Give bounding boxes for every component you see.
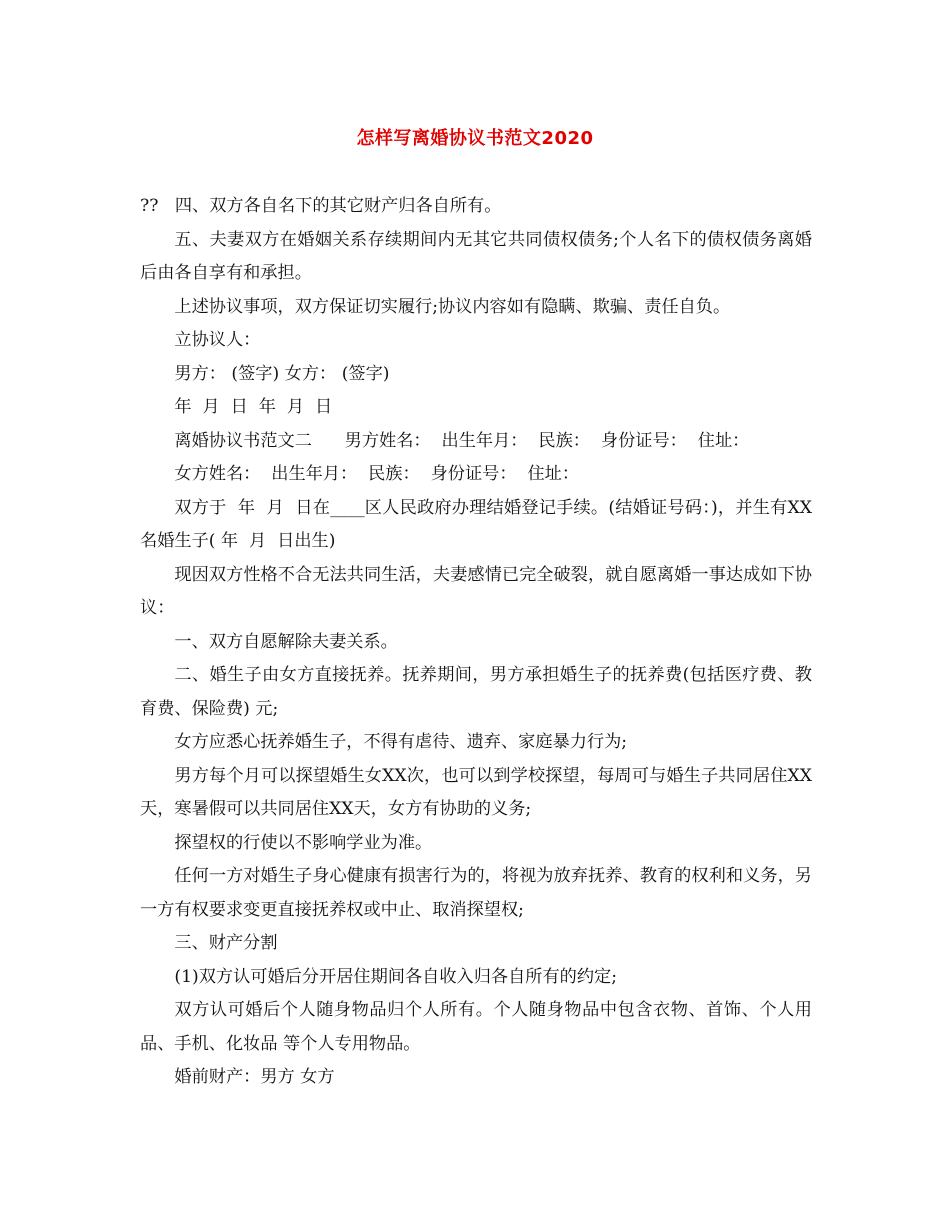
paragraph: 男方： (签字) 女方： (签字): [174, 363, 390, 384]
document-body: [140, 190, 812, 1095]
paragraph: 双方认可婚后个人随身物品归个人所有。个人随身物品中包含衣物、首饰、个人用品、手机、化妆品 等个人专用物品。: [140, 1000, 812, 1054]
paragraph: 男方每个月可以探望婚生女XX次，也可以到学校探望，每周可与婚生子共同居住XX天，寒暑假可以共同居住XX天，女方有协助的义务;: [140, 765, 812, 819]
paragraph: 一、双方自愿解除夫妻关系。: [174, 631, 398, 652]
paragraph: 年 月 日 年 月 日: [174, 397, 333, 417]
paragraph: 双方于 年 月 日在____区人民政府办理结婚登记手续。(结婚证号码：)，并生有XX名婚生子( 年 月 日出生): [140, 497, 812, 551]
paragraph: 探望权的行使以不影响学业为准。: [174, 832, 433, 853]
paragraph: ?? 四、双方各自名下的其它财产归各自所有。: [140, 196, 502, 216]
paragraph: (1)双方认可婚后分开居住期间各自收入归各自所有的约定;: [174, 966, 618, 987]
paragraph: 立协议人：: [174, 330, 261, 350]
paragraph: 离婚协议书范文二 男方姓名： 出生年月： 民族： 身份证号： 住址：: [174, 430, 750, 451]
paragraph: 上述协议事项，双方保证切实履行;协议内容如有隐瞒、欺骗、责任自负。: [174, 296, 731, 317]
paragraph: 女方姓名： 出生年月： 民族： 身份证号： 住址：: [174, 464, 580, 484]
paragraph: 现因双方性格不合无法共同生活，夫妻感情已完全破裂，就自愿离婚一事达成如下协议：: [140, 564, 812, 618]
paragraph: 三、财产分割: [174, 933, 278, 953]
paragraph: 任何一方对婚生子身心健康有损害行为的，将视为放弃抚养、教育的权利和义务，另一方有权要求变更直接抚养权或中止、取消探望权;: [140, 866, 812, 920]
paragraph: 五、夫妻双方在婚姻关系存续期间内无其它共同债权债务;个人名下的债权债务离婚后由各自享有和承担。: [140, 229, 812, 283]
paragraph: 婚前财产：男方 女方: [174, 1067, 335, 1087]
paragraph: 女方应悉心抚养婚生子，不得有虐待、遗弃、家庭暴力行为;: [174, 732, 628, 752]
paragraph: 二、婚生子由女方直接抚养。抚养期间，男方承担婚生子的抚养费(包括医疗费、教育费、保险费) 元;: [140, 665, 812, 719]
document-title: 怎样写离婚协议书范文2020: [356, 128, 594, 149]
